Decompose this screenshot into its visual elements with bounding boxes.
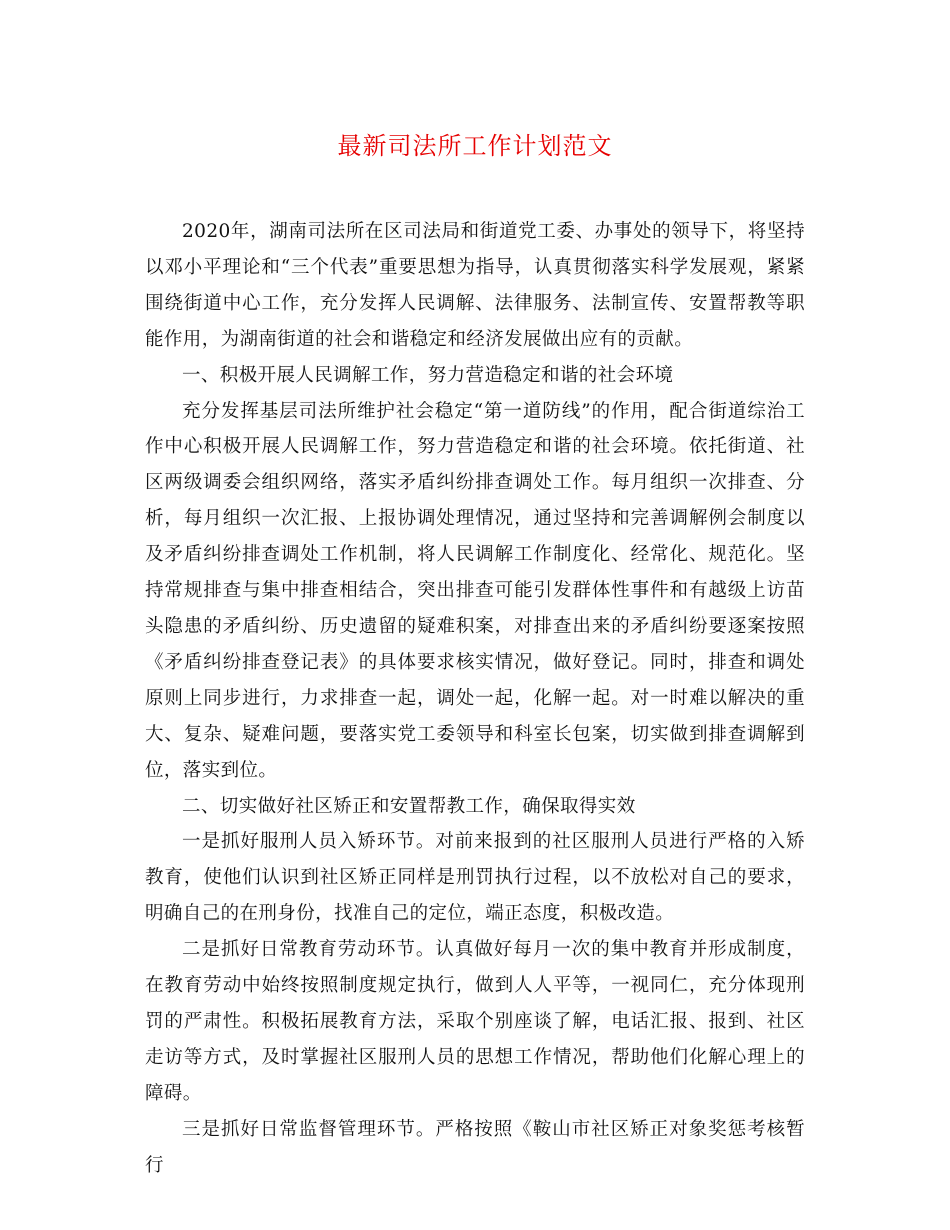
document-body — [145, 214, 805, 1183]
paragraph-education: 二是抓好日常教育劳动环节。认真做好每月一次的集中教育并形成制度，在教育劳动中始终按照制度规定执行，做到人人平等，一视同仁，充分体现刑罚的严肃性。积极拓展教育方法，采取个别座谈了解，电话汇报、报到、社区走访等方式，及时掌握社区服刑人员的思想工作情况，帮助他们化解心理上的障碍。 — [145, 939, 805, 1104]
paragraph-intake: 一是抓好服刑人员入矫环节。对前来报到的社区服刑人员进行严格的入矫教育，使他们认识到社区矫正同样是刑罚执行过程，以不放松对自己的要求，明确自己的在刑身份，找准自己的定位，端正态度，积极改造。 — [145, 831, 805, 925]
paragraph-supervision: 三是抓好日常监督管理环节。严格按照《鞍山市社区矫正对象奖惩考核暂行 — [145, 1118, 805, 1176]
document-title: 最新司法所工作计划范文 — [337, 132, 613, 160]
paragraph-mediation: 充分发挥基层司法所维护社会稳定“第一道防线”的作用，配合街道综治工作中心积极开展人民调解工作，努力营造稳定和谐的社会环境。依托街道、社区两级调委会组织网络，落实矛盾纠纷排查调处工作。每月组织一次排查、分析，每月组织一次汇报、上报协调处理情况，通过坚持和完善调解例会制度以及矛盾纠纷排查调处工作机制，将人民调解工作制度化、经常化、规范化。坚持常规排查与集中排查相结合，突出排查可能引发群体性事件和有越级上访苗头隐患的矛盾纠纷、历史遗留的疑难积案，对排查出来的矛盾纠纷要逐案按照《矛盾纠纷排查登记表》的具体要求核实情况，做好登记。同时，排查和调处原则上同步进行，力求排查一起，调处一起，化解一起。对一时难以解决的重大、复杂、疑难问题，要落实党工委领导和科室长包案，切实做到排查调解到位，落实到位。 — [145, 400, 805, 781]
section-heading-correction: 二、切实做好社区矫正和安置帮教工作，确保取得实效 — [182, 795, 636, 817]
paragraph-intro: 2020年，湖南司法所在区司法局和街道党工委、办事处的领导下，将坚持以邓小平理论和“三个代表”重要思想为指导，认真贯彻落实科学发展观，紧紧围绕街道中心工作，充分发挥人民调解、法律服务、法制宣传、安置帮教等职能作用，为湖南街道的社会和谐稳定和经济发展做出应有的贡献。 — [145, 221, 805, 350]
section-heading-mediation: 一、积极开展人民调解工作，努力营造稳定和谐的社会环境 — [182, 364, 674, 386]
